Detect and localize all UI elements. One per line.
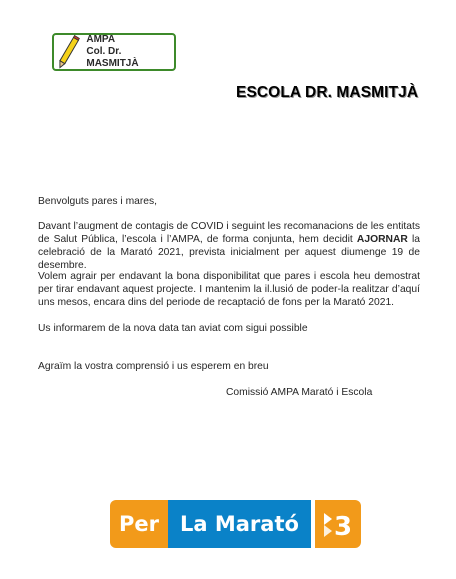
- pencil-icon: [57, 35, 80, 69]
- banner-per: Per: [110, 500, 168, 548]
- p1-bold-word: AJORNAR: [356, 234, 408, 245]
- paragraph-thanks: Volem agrair per endavant la bona disponibilitat que pares i escola heu demostrat per tirar endavant aquest projecte. I mantenim la il.lusió de poder-la realitzar d’aquí uns mesos, encara dins del periode de recaptació de fons per la Marató 2021.: [38, 271, 420, 308]
- p1-text-start: Davant l’augment de contagis de COVID i seguint les recomanacions de les entitats de Salut Pública, l’escola i l’AMPA, de forma conjunta, hem decidit: [38, 221, 420, 245]
- signature: Comissió AMPA Marató i Escola: [226, 387, 373, 398]
- paragraph-postponement: [38, 220, 420, 272]
- la-marato-banner: [110, 500, 361, 548]
- ampa-logo-text: [86, 34, 174, 70]
- svg-text:3: 3: [333, 512, 353, 541]
- greeting: Benvolguts pares i mares,: [38, 196, 158, 207]
- paragraph-closing: Agraïm la vostra comprensió i us esperem en breu: [38, 361, 269, 372]
- school-title: ESCOLA DR. MASMITJÀ: [236, 84, 419, 101]
- ampa-logo: [52, 33, 176, 71]
- ampa-logo-line2: Col. Dr. MASMITJÀ: [86, 46, 139, 69]
- paragraph-info: Us informarem de la nova data tan aviat com sigui possible: [38, 323, 308, 334]
- ampa-logo-line1: AMPA: [86, 34, 116, 45]
- p1-text-end: la celebració de la Marató 2021, prevista inicialment per aquest diumenge 19 de desembre.: [38, 234, 420, 271]
- banner-la-marato: La Marató: [168, 500, 311, 548]
- tv3-logo-icon: [315, 500, 361, 548]
